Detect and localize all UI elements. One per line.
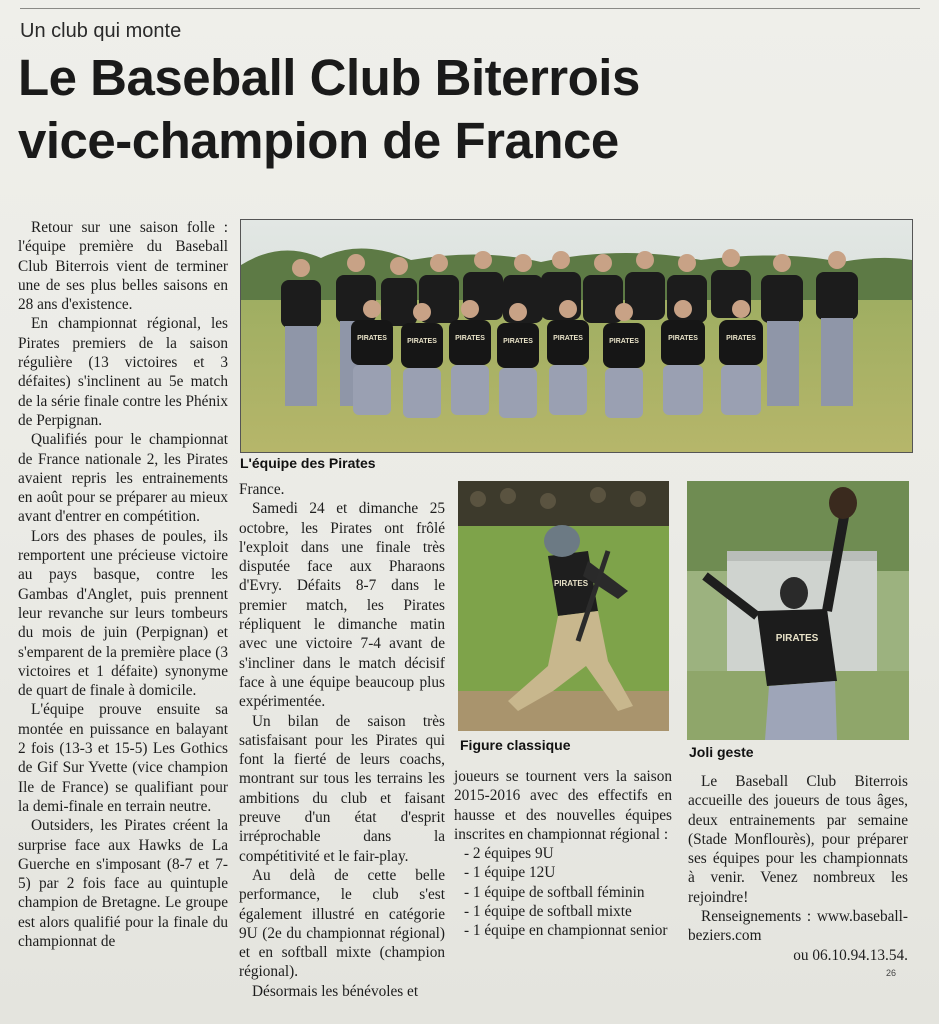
col1-paragraph: En championnat régional, les Pirates premiers de la saison régulière (13 victoires et 3 défaites) s'inclinent au 5e match de la série finale contre les Phénix de Perpignan. bbox=[18, 315, 228, 429]
col1-paragraph: Outsiders, les Pirates créent la surprise face aux Hawks de La Guerche en s'imposant (8-7 et 7-5) par 2 fois face au quintuple champion de Bretagne. Le groupe est alors qualifié pour la finale du championnat de bbox=[18, 817, 228, 950]
col2-paragraph: Un bilan de saison très satisfaisant pour les Pirates qui font la fierté de leurs coachs, montrant sur tous les terrains les ambitions du club et faisant preuve d'un état d'esprit irréprochable dans la compétitivité et le fair-play. bbox=[239, 712, 445, 865]
batter-photo bbox=[458, 481, 669, 731]
list-item: - 1 équipe de softball mixte bbox=[464, 903, 632, 921]
list-item: - 1 équipe de softball féminin bbox=[464, 883, 645, 901]
team-photo bbox=[240, 219, 913, 453]
list-item: - 1 équipe en championnat senior bbox=[464, 922, 668, 940]
col1-paragraph: Lors des phases de poules, ils remportent une précieuse victoire au pays basque, contre les Gambas d'Anglet, puis prennent leur revanche sur leurs tombeurs du mois de juin (Perpignan) et s'emparent de la première place (3 victoires et 1 défaite) synonyme de quart de finale à domicile. bbox=[18, 527, 228, 700]
batter-photo-caption: Figure classique bbox=[460, 737, 571, 753]
phone-number: ou 06.10.94.13.54. bbox=[793, 946, 908, 964]
list-item: - 2 équipes 9U bbox=[464, 845, 554, 863]
jersey-lettering: PIRATES bbox=[609, 338, 639, 345]
article-column-3 bbox=[454, 767, 672, 941]
jersey-lettering: PIRATES bbox=[726, 335, 756, 342]
col4-paragraph: Le Baseball Club Biterrois accueille des joueurs de tous âges, deux entrainements par semaine (Stade Monflourès), pour préparer ses équipes pour les championnats à venir. Venez nombreux les rejoindre! bbox=[688, 773, 908, 906]
jersey-lettering: PIRATES bbox=[503, 338, 533, 345]
jersey-lettering: PIRATES bbox=[553, 579, 589, 588]
page-number: 26 bbox=[886, 968, 897, 978]
jersey-lettering: PIRATES bbox=[553, 335, 583, 342]
col1-paragraph: L'équipe prouve ensuite sa montée en puissance en balayant 2 fois (13-3 et 15-5) Les Gothics de Gif Sur Yvette (vice champion Ile de France) se qualifiant pour la demi-finale en terrain neutre. bbox=[18, 701, 228, 815]
catch-photo-caption: Joli geste bbox=[689, 744, 754, 760]
col2-paragraph: Désormais les bénévoles et bbox=[252, 982, 419, 1000]
article-headline bbox=[18, 46, 918, 172]
col3-intro: joueurs se tournent vers la saison 2015-2016 avec des effectifs en hausse et des nouvelles équipes inscrites en championnat régional : bbox=[454, 768, 672, 843]
jersey-lettering: PIRATES bbox=[407, 338, 437, 345]
team-photo-caption: L'équipe des Pirates bbox=[240, 455, 376, 471]
article-column-2 bbox=[239, 480, 445, 1001]
headline-line-2: vice-champion de France bbox=[18, 112, 619, 169]
col2-lead: France. bbox=[239, 481, 285, 498]
catch-photo bbox=[687, 481, 909, 740]
list-item: - 1 équipe 12U bbox=[464, 864, 556, 882]
jersey-lettering: PIRATES bbox=[455, 335, 485, 342]
headline-line-1: Le Baseball Club Biterrois bbox=[18, 49, 640, 106]
article-kicker: Un club qui monte bbox=[20, 20, 182, 42]
contact-info: Renseignements : www.baseball-beziers.com bbox=[688, 908, 908, 945]
col2-paragraph: Au delà de cette belle performance, le club s'est également illustré en catégorie 9U (2e du championnat régional) et en softball mixte (champion régional). bbox=[239, 866, 445, 981]
jersey-lettering: PIRATES bbox=[668, 335, 698, 342]
team-photo-image bbox=[241, 220, 912, 452]
col2-paragraph: Samedi 24 et dimanche 25 octobre, les Pirates ont frôlé l'exploit dans une finale très disputée face aux Pharaons d'Evry. Défaits 8-7 dans le premier match, les Pirates répliquent le dimanche matin avec une victoire 7-4 avant de s'incliner dans le match décisif face à une équipe beaucoup plus expérimentée. bbox=[239, 500, 445, 711]
jersey-lettering: PIRATES bbox=[357, 335, 387, 342]
article-column-4 bbox=[688, 772, 908, 965]
article-column-1 bbox=[18, 218, 228, 951]
batter-photo-image bbox=[458, 481, 669, 731]
col1-paragraph: Qualifiés pour le championnat de France nationale 2, les Pirates avaient repris les entrainements en août pour se préparer au mieux avant d'entrer en compétition. bbox=[18, 431, 228, 526]
col1-paragraph: Retour sur une saison folle : l'équipe première du Baseball Club Biterrois vient de terminer une de ses plus belles saisons en 28 ans d'existence. bbox=[18, 219, 228, 314]
jersey-lettering: PIRATES bbox=[775, 633, 819, 644]
teams-list bbox=[454, 844, 672, 940]
catch-photo-image bbox=[687, 481, 909, 740]
top-rule bbox=[20, 8, 920, 9]
